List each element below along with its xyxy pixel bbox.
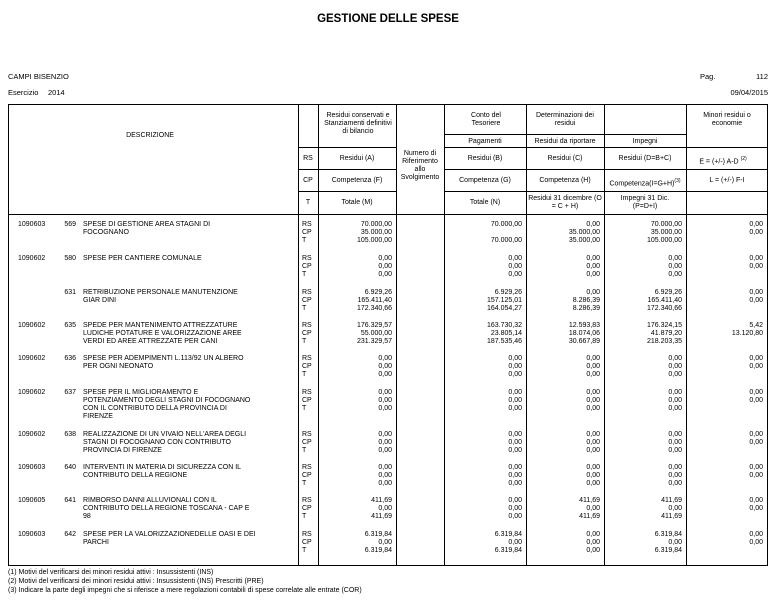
row-type-label: T	[302, 237, 307, 244]
row-value-d: 0,00	[668, 397, 682, 404]
row-description-line: SPESE DI GESTIONE AREA STAGNI DI	[83, 221, 211, 228]
header-residui-d: Residui (D=B+C)	[618, 155, 672, 162]
row-description-line: GIAR DINI	[83, 297, 117, 304]
row-type-label: T	[302, 547, 307, 554]
row-code: 1090605	[18, 497, 46, 504]
row-value-c: 0,00	[586, 431, 600, 438]
header-conto-tesoriere: Conto del Tesoriere	[471, 112, 501, 127]
page-number: 112	[756, 72, 768, 81]
row-value-a: 0,00	[378, 355, 392, 362]
row-type-label: RS	[302, 355, 312, 362]
row-value-a: 411,69	[371, 513, 392, 520]
row-description-line: RETRIBUZIONE PERSONALE MANUTENZIONE	[83, 289, 238, 296]
row-value-d: 176.324,15	[646, 322, 682, 329]
row-value-b: 0,00	[508, 389, 522, 396]
row-value-d: 6.319,84	[654, 547, 682, 554]
row-number: 631	[64, 289, 76, 296]
row-type-label: CP	[302, 472, 312, 479]
row-value-d: 0,00	[668, 447, 682, 454]
row-description-line: SPESE PER CANTIERE COMUNALE	[83, 255, 202, 262]
row-description-line: LUDICHE POTATURE E VALORIZZAZIONE AREE	[83, 330, 242, 337]
row-value-b: 0,00	[508, 472, 522, 479]
row-value-d: 0,00	[668, 439, 682, 446]
row-type-label: T	[302, 305, 307, 312]
row-type-label: CP	[302, 539, 312, 546]
row-value-e: 0,00	[749, 297, 763, 304]
row-description-line: RIMBORSO DANNI ALLUVIONALI CON IL	[83, 497, 217, 504]
header-descrizione: DESCRIZIONE	[126, 132, 174, 139]
row-value-a: 176.329,57	[356, 322, 392, 329]
row-value-b: 164.054,27	[486, 305, 522, 312]
row-value-a: 411,69	[371, 497, 392, 504]
row-description-line: POTENZIAMENTO DEGLI STAGNI DI FOCOGNANO	[83, 397, 251, 404]
row-number: 641	[64, 497, 76, 504]
row-value-b: 0,00	[508, 439, 522, 446]
row-description-line: SPESE PER IL MIGLIORAMENTO E	[83, 389, 199, 396]
row-value-b: 70.000,00	[490, 237, 522, 244]
row-value-a: 0,00	[378, 439, 392, 446]
row-value-a: 165.411,40	[357, 297, 392, 304]
row-type-label: CP	[302, 505, 312, 512]
row-description-line: CONTRIBUTO DELLA REGIONE	[83, 472, 188, 479]
row-type-label: RS	[302, 497, 312, 504]
row-type-label: T	[302, 338, 307, 345]
row-description-line: SPESE PER LA VALORIZZAZIONEDELLE OASI E DEI	[83, 531, 256, 538]
row-value-c: 35.000,00	[568, 237, 600, 244]
row-number: 640	[64, 464, 76, 471]
row-type-label: CP	[302, 263, 312, 270]
row-value-a: 0,00	[378, 480, 392, 487]
row-value-d: 0,00	[668, 472, 682, 479]
row-value-c: 0,00	[586, 531, 600, 538]
row-value-a: 35.000,00	[360, 229, 392, 236]
row-value-c: 12.593,83	[568, 322, 600, 329]
row-value-c: 8.286,39	[572, 305, 600, 312]
page-label: Pag.	[700, 72, 716, 81]
row-description-line: REALIZZAZIONE DI UN VIVAIO NELL'AREA DEGLI	[83, 431, 247, 438]
row-code: 1090603	[18, 221, 46, 228]
row-value-b: 0,00	[508, 505, 522, 512]
row-description-line: FOCOGNANO	[83, 229, 129, 236]
row-value-d: 0,00	[668, 271, 682, 278]
row-value-e: 5,42	[749, 322, 763, 329]
row-value-a: 6.929,26	[364, 289, 392, 296]
row-description-line: SPESE PER ADEMPIMENTI L.113/92 UN ALBERO	[83, 355, 244, 362]
row-value-a: 0,00	[378, 447, 392, 454]
row-value-e: 0,00	[749, 355, 763, 362]
row-value-e: 0,00	[749, 255, 763, 262]
row-value-b: 163.730,32	[486, 322, 522, 329]
row-description-line: STAGNI DI FOCOGNANO CON CONTRIBUTO	[83, 439, 231, 446]
row-value-b: 0,00	[508, 480, 522, 487]
row-value-a: 6.319,84	[364, 531, 392, 538]
row-number: 637	[64, 389, 76, 396]
row-value-a: 0,00	[378, 539, 392, 546]
header-residui-c: Residui (C)	[547, 155, 583, 162]
row-type-label: RS	[302, 431, 312, 438]
row-value-e: 0,00	[749, 464, 763, 471]
row-value-a: 0,00	[378, 371, 392, 378]
row-value-c: 30.667,89	[568, 338, 600, 345]
row-type-label: T	[302, 513, 307, 520]
row-value-c: 0,00	[586, 255, 600, 262]
report-date: 09/04/2015	[730, 88, 768, 97]
row-value-e: 0,00	[749, 472, 763, 479]
footnote-3: (3) Indicare la parte degli impegni che si riferisce a mere regolazioni contabili di spese correlate alle entrate (COR)	[8, 587, 362, 594]
row-type-label: T	[302, 271, 307, 278]
row-type-label: CP	[302, 363, 312, 370]
row-code: 1090602	[18, 255, 46, 262]
row-description-line: PROVINCIA DI FIRENZE	[83, 447, 162, 454]
header-t: T	[305, 199, 311, 206]
header-totale-m: Totale (M)	[341, 199, 373, 206]
row-value-c: 0,00	[586, 439, 600, 446]
row-type-label: T	[302, 480, 307, 487]
row-value-b: 23.805,14	[490, 330, 522, 337]
row-number: 569	[64, 221, 76, 228]
row-description-line: FIRENZE	[83, 413, 113, 420]
header-residui-31-dic: Residui 31 dicembre (O = C + H)	[528, 195, 602, 210]
header-competenza-g: Competenza (G)	[459, 177, 511, 184]
header-numero-riferimento: Numero di Riferimento allo Svolgimento	[400, 150, 440, 181]
row-type-label: RS	[302, 531, 312, 538]
row-value-a: 172.340,66	[356, 305, 392, 312]
row-code: 1090603	[18, 531, 46, 538]
row-value-d: 0,00	[668, 505, 682, 512]
row-type-label: CP	[302, 229, 312, 236]
row-value-a: 0,00	[378, 271, 392, 278]
row-type-label: T	[302, 447, 307, 454]
header-impegni-31-dic: Impegni 31 Dic. (P=D+I)	[620, 195, 670, 210]
row-value-b: 0,00	[508, 513, 522, 520]
row-code: 1090602	[18, 355, 46, 362]
row-type-label: RS	[302, 464, 312, 471]
row-value-b: 0,00	[508, 355, 522, 362]
row-value-d: 105.000,00	[646, 237, 682, 244]
row-type-label: CP	[302, 297, 312, 304]
row-value-e: 0,00	[749, 431, 763, 438]
row-code: 1090602	[18, 322, 46, 329]
page-title: GESTIONE DELLE SPESE	[317, 13, 459, 25]
row-value-b: 0,00	[508, 397, 522, 404]
row-value-a: 0,00	[378, 431, 392, 438]
footnote-1: (1) Motivi del verificarsi dei minori residui attivi : Insussistenti (INS)	[8, 569, 214, 576]
header-impegni: Impegni	[632, 138, 658, 145]
row-description-line: 98	[83, 513, 91, 520]
row-value-a: 0,00	[378, 405, 392, 412]
row-value-d: 0,00	[668, 480, 682, 487]
row-type-label: CP	[302, 330, 312, 337]
row-value-c: 0,00	[586, 472, 600, 479]
header-cp: CP	[303, 177, 313, 184]
row-value-d: 0,00	[668, 371, 682, 378]
row-code: 1090602	[18, 431, 46, 438]
row-value-c: 0,00	[586, 363, 600, 370]
row-value-e: 0,00	[749, 221, 763, 228]
row-description-line: PER OGNI NEONATO	[83, 363, 154, 370]
row-type-label: RS	[302, 255, 312, 262]
header-competenza-i: Competenza(I=G+H)$^{(3)}$	[609, 178, 681, 188]
row-value-c: 35.000,00	[568, 229, 600, 236]
row-value-a: 6.319,84	[364, 547, 392, 554]
row-value-e: 0,00	[749, 229, 763, 236]
header-residui-b: Residui (B)	[467, 155, 503, 162]
row-value-d: 0,00	[668, 263, 682, 270]
row-value-e: 13.120,80	[731, 330, 763, 337]
row-value-c: 0,00	[586, 539, 600, 546]
row-type-label: CP	[302, 397, 312, 404]
row-value-d: 172.340,66	[646, 305, 682, 312]
row-value-c: 0,00	[586, 547, 600, 554]
row-value-e: 0,00	[749, 497, 763, 504]
row-value-c: 411,69	[579, 513, 600, 520]
row-value-d: 0,00	[668, 539, 682, 546]
row-value-b: 0,00	[508, 497, 522, 504]
row-value-c: 0,00	[586, 355, 600, 362]
year-value: 2014	[48, 88, 65, 97]
row-type-label: CP	[302, 439, 312, 446]
row-number: 580	[64, 255, 76, 262]
row-value-a: 0,00	[378, 397, 392, 404]
row-value-b: 187.535,46	[486, 338, 522, 345]
row-value-c: 0,00	[586, 371, 600, 378]
row-value-e: 0,00	[749, 389, 763, 396]
row-value-a: 70.000,00	[360, 221, 392, 228]
row-code: 1090602	[18, 389, 46, 396]
row-value-b: 70.000,00	[490, 221, 522, 228]
row-value-b: 0,00	[508, 271, 522, 278]
row-value-c: 0,00	[586, 389, 600, 396]
row-value-d: 0,00	[668, 255, 682, 262]
row-value-d: 0,00	[668, 464, 682, 471]
row-value-c: 0,00	[586, 221, 600, 228]
row-value-b: 157.125,01	[486, 297, 522, 304]
row-value-a: 0,00	[378, 255, 392, 262]
row-value-a: 0,00	[378, 363, 392, 370]
row-value-c: 0,00	[586, 271, 600, 278]
row-value-c: 18.074,06	[568, 330, 600, 337]
row-type-label: RS	[302, 221, 312, 228]
row-value-d: 0,00	[668, 389, 682, 396]
row-type-label: RS	[302, 322, 312, 329]
row-value-c: 0,00	[586, 289, 600, 296]
row-type-label: RS	[302, 289, 312, 296]
row-value-e: 0,00	[749, 397, 763, 404]
row-value-c: 0,00	[586, 405, 600, 412]
footnote-2: (2) Motivi del verificarsi dei minori residui attivi : Insussistenti (INS) Prescritti (PRE)	[8, 578, 264, 585]
row-value-e: 0,00	[749, 363, 763, 370]
row-value-e: 0,00	[749, 505, 763, 512]
row-value-d: 0,00	[668, 405, 682, 412]
entity-name: CAMPI BISENZIO	[8, 72, 69, 81]
header-rs: RS	[303, 155, 313, 162]
row-value-b: 0,00	[508, 371, 522, 378]
row-value-e: 0,00	[749, 439, 763, 446]
row-value-b: 6.319,84	[494, 547, 522, 554]
header-minori-residui: Minori residui o economie	[703, 112, 751, 127]
row-value-a: 0,00	[378, 472, 392, 479]
row-value-b: 0,00	[508, 255, 522, 262]
row-value-d: 0,00	[668, 355, 682, 362]
row-value-d: 0,00	[668, 363, 682, 370]
header-residui-da-riportare: Residui da riportare	[534, 138, 596, 145]
row-value-d: 0,00	[668, 431, 682, 438]
row-number: 642	[64, 531, 76, 538]
row-description-line: CON IL CONTRIBUTO DELLA PROVINCIA DI	[83, 405, 227, 412]
row-value-c: 0,00	[586, 263, 600, 270]
header-competenza-h: Competenza (H)	[539, 177, 591, 184]
row-value-b: 0,00	[508, 464, 522, 471]
row-type-label: RS	[302, 389, 312, 396]
header-pagamenti: Pagamenti	[468, 138, 502, 145]
row-value-b: 0,00	[508, 363, 522, 370]
row-value-a: 0,00	[378, 263, 392, 270]
row-value-b: 0,00	[508, 263, 522, 270]
row-number: 635	[64, 322, 76, 329]
row-number: 636	[64, 355, 76, 362]
row-number: 638	[64, 431, 76, 438]
row-value-c: 0,00	[586, 505, 600, 512]
row-value-b: 6.319,84	[494, 531, 522, 538]
row-value-d: 411,69	[661, 497, 682, 504]
header-e-formula: E = (+/-) A-D $^{(2)}$	[699, 156, 747, 166]
row-description-line: PARCHI	[83, 539, 109, 546]
row-value-d: 41.879,20	[650, 330, 682, 337]
header-residui-conservati: Residui conservati e Stanziamenti definitivi di bilancio	[324, 112, 392, 135]
row-value-d: 6.929,26	[654, 289, 682, 296]
row-value-a: 0,00	[378, 389, 392, 396]
row-value-d: 165.411,40	[647, 297, 682, 304]
row-value-c: 0,00	[586, 447, 600, 454]
row-type-label: T	[302, 405, 307, 412]
row-value-a: 231.329,57	[356, 338, 392, 345]
row-value-b: 0,00	[508, 405, 522, 412]
row-value-d: 35.000,00	[650, 229, 682, 236]
row-value-b: 0,00	[508, 539, 522, 546]
row-value-e: 0,00	[749, 531, 763, 538]
row-code: 1090603	[18, 464, 46, 471]
row-value-c: 0,00	[586, 464, 600, 471]
header-determinazioni: Determinazioni dei residui	[536, 112, 594, 127]
header-residui-a: Residui (A)	[339, 155, 375, 162]
row-description-line: SPEDE PER MANTENIMENTO ATTREZZATURE	[83, 322, 238, 329]
row-value-b: 0,00	[508, 431, 522, 438]
row-value-a: 0,00	[378, 505, 392, 512]
row-description-line: VERDI ED AREE ATTREZZATE PER CANI	[83, 338, 218, 345]
row-value-d: 70.000,00	[650, 221, 682, 228]
row-value-d: 411,69	[661, 513, 682, 520]
header-totale-n: Totale (N)	[469, 199, 501, 206]
row-description-line: INTERVENTI IN MATERIA DI SICUREZZA CON IL	[83, 464, 242, 471]
row-description-line: CONTRIBUTO DELLA REGIONE TOSCANA - CAP E	[83, 505, 250, 512]
row-value-c: 8.286,39	[572, 297, 600, 304]
row-value-a: 0,00	[378, 464, 392, 471]
row-type-label: T	[302, 371, 307, 378]
row-value-c: 0,00	[586, 480, 600, 487]
row-value-d: 6.319,84	[654, 531, 682, 538]
row-value-c: 411,69	[579, 497, 600, 504]
row-value-b: 0,00	[508, 447, 522, 454]
row-value-c: 0,00	[586, 397, 600, 404]
row-value-a: 105.000,00	[356, 237, 392, 244]
header-l-formula: L = (+/-) F-I	[709, 177, 745, 184]
row-value-d: 218.203,35	[646, 338, 682, 345]
row-value-e: 0,00	[749, 289, 763, 296]
year-label: Esercizio	[8, 88, 39, 97]
row-value-e: 0,00	[749, 263, 763, 270]
row-value-b: 6.929,26	[494, 289, 522, 296]
row-value-a: 55.000,00	[360, 330, 392, 337]
header-competenza-f: Competenza (F)	[331, 177, 383, 184]
row-value-e: 0,00	[749, 539, 763, 546]
